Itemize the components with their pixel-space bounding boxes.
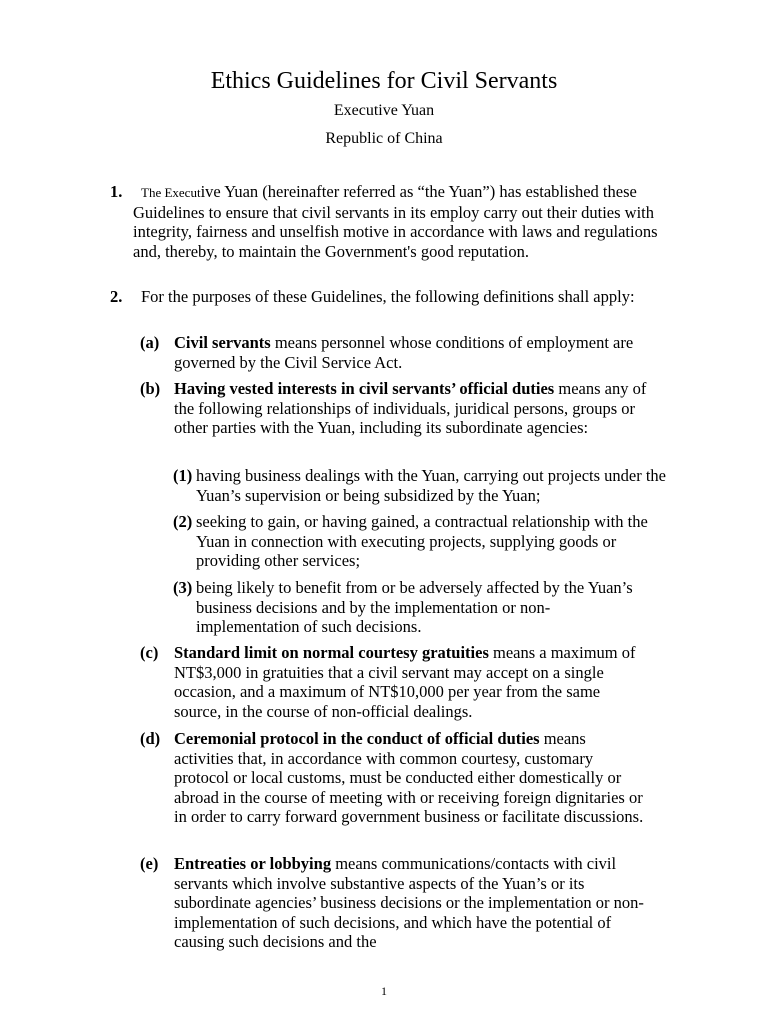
issuing-body: Executive Yuan	[333, 102, 435, 119]
section-number: 1.	[110, 182, 123, 201]
section-text: For the purposes of these Guidelines, the following definitions shall apply:	[141, 287, 635, 306]
subitem-text: being likely to benefit from or be adversely affected by the Yuan’s business decisions and by the implementation or non-implementation of such decisions.	[196, 578, 633, 637]
subitem-text: having business dealings with the Yuan, carrying out projects under the Yuan’s supervision or being subsidized by the Yuan;	[196, 466, 666, 505]
section-body: ive Yuan (hereinafter referred as “the Yuan”) has established these Guidelines to ensure that civil servants in its employ carry out their duties with integrity, fairness and unselfish motive in accordance with laws and regulations and, thereby, to maintain the Government's good reputation.	[133, 182, 658, 261]
definition-body: means activities that, in accordance with common courtesy, customary protocol or local customs, must be conducted either domestically or abroad in the course of meeting with or receiving foreign dignitaries or in order to carry forward government business or facilitate discussions.	[174, 729, 644, 827]
country-name: Republic of China	[325, 130, 443, 147]
definition-text	[174, 379, 662, 438]
definition-body: means any of the following relationships of individuals, juridical persons, groups or other parties with the Yuan, including its subordinate agencies:	[174, 379, 647, 438]
definition-text	[174, 854, 654, 952]
definition-label: (e)	[140, 854, 159, 873]
definition-body: means communications/contacts with civil servants which involve substantive aspects of the Yuan’s or its subordinate agencies’ business decisions or the implementation or non-implementation of such decisions, and which have the potential of causing such decisions and the	[174, 854, 644, 952]
section-lead-small: The Execut	[141, 185, 201, 200]
document-title: Ethics Guidelines for Civil Servants	[210, 68, 558, 94]
page-number: 1	[381, 984, 387, 998]
subitem-label: (2)	[173, 512, 193, 531]
subitem-text: seeking to gain, or having gained, a contractual relationship with the Yuan in connection with executing projects, supplying goods or providing other services;	[196, 512, 648, 571]
definition-text	[174, 333, 664, 372]
definition-term: Civil servants	[174, 333, 271, 352]
section-text	[133, 182, 663, 261]
section-number: 2.	[110, 287, 123, 306]
definition-body: means personnel whose conditions of employment are governed by the Civil Service Act.	[174, 333, 634, 372]
definition-term: Standard limit on normal courtesy gratuities	[174, 643, 489, 662]
definition-label: (a)	[140, 333, 160, 352]
definition-term: Entreaties or lobbying	[174, 854, 332, 873]
definition-text	[174, 729, 648, 827]
definition-label: (d)	[140, 729, 161, 748]
definition-label: (c)	[140, 643, 159, 662]
definition-term: Ceremonial protocol in the conduct of official duties	[174, 729, 540, 748]
definition-label: (b)	[140, 379, 161, 398]
definition-body: means a maximum of NT$3,000 in gratuities that a civil servant may accept on a single occasion, and a maximum of NT$10,000 per year from the same source, in the course of non-official dealings.	[174, 643, 636, 721]
subitem-label: (1)	[173, 466, 193, 485]
subitem-label: (3)	[173, 578, 193, 597]
definition-term: Having vested interests in civil servants’ official duties	[174, 379, 555, 398]
definition-text	[174, 643, 649, 721]
